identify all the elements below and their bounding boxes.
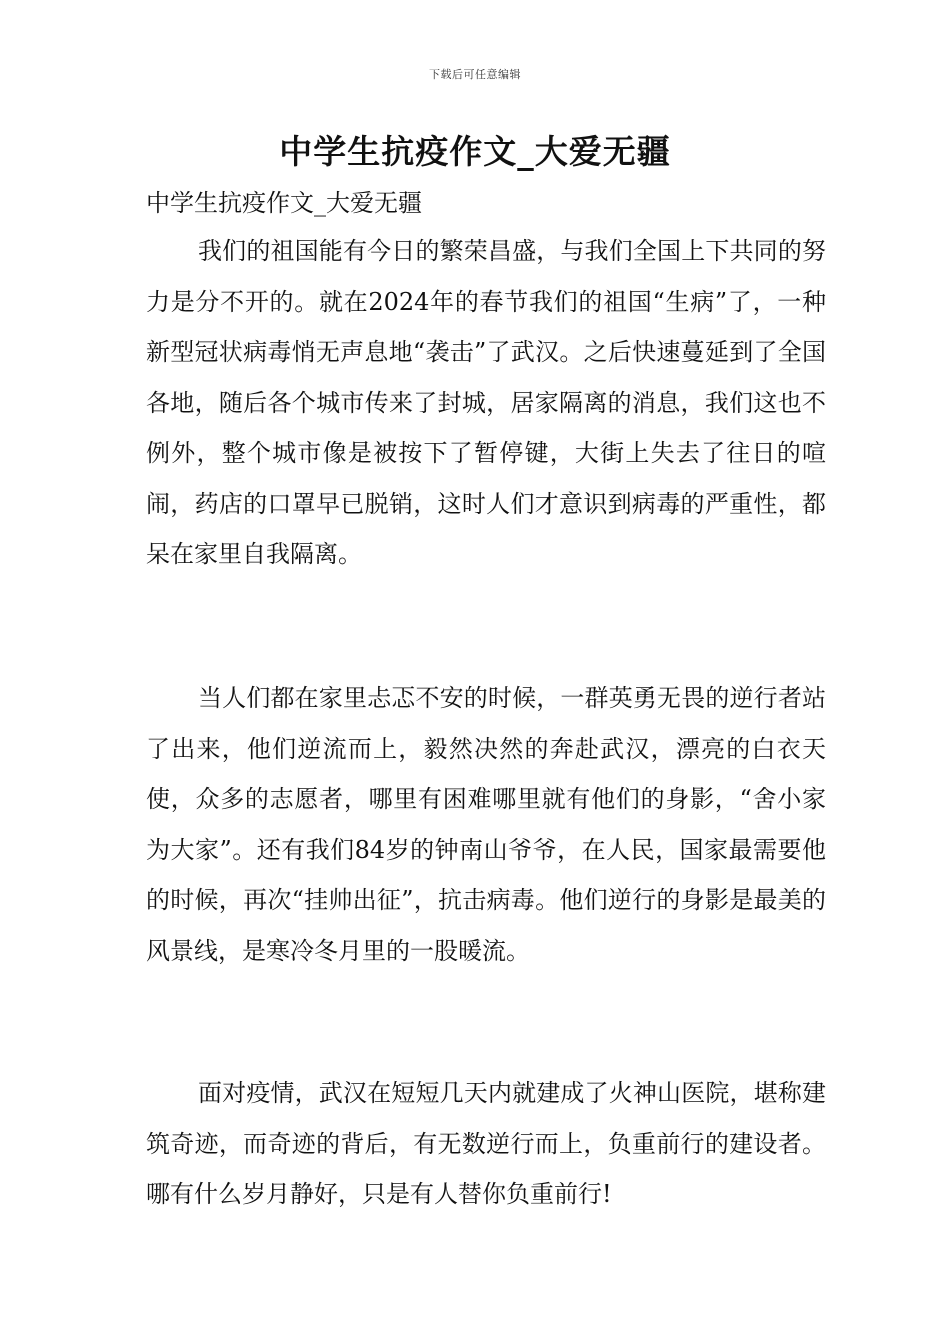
document-title: 中学生抗疫作文_大爱无疆: [279, 132, 671, 171]
header-note: 下载后可任意编辑: [429, 68, 521, 81]
document-subtitle: 中学生抗疫作文_大爱无疆: [146, 189, 422, 217]
paragraph-2: 当人们都在家里忐忑不安的时候，一群英勇无畏的逆行者站了出来，他们逆流而上，毅然决然的奔赴武汉，漂亮的白衣天使，众多的志愿者，哪里有困难哪里就有他们的身影，“舍小家为大家”。还有我们84岁的钟南山爷爷，在人民，国家最需要他的时候，再次“挂帅出征”，抗击病毒。他们逆行的身影是最美的风景线，是寒冷冬月里的一股暖流。: [146, 684, 826, 965]
paragraph-3: 面对疫情，武汉在短短几天内就建成了火神山医院，堪称建筑奇迹，而奇迹的背后，有无数逆行而上，负重前行的建设者。哪有什么岁月静好，只是有人替你负重前行!: [146, 1079, 826, 1208]
paragraph-1: 我们的祖国能有今日的繁荣昌盛，与我们全国上下共同的努力是分不开的。就在2024年的春节我们的祖国“生病”了，一种新型冠状病毒悄无声息地“袭击”了武汉。之后快速蔓延到了全国各地，随后各个城市传来了封城，居家隔离的消息，我们这也不例外，整个城市像是被按下了暂停键，大街上失去了往日的喧闹，药店的口罩早已脱销，这时人们才意识到病毒的严重性，都呆在家里自我隔离。: [146, 237, 826, 568]
